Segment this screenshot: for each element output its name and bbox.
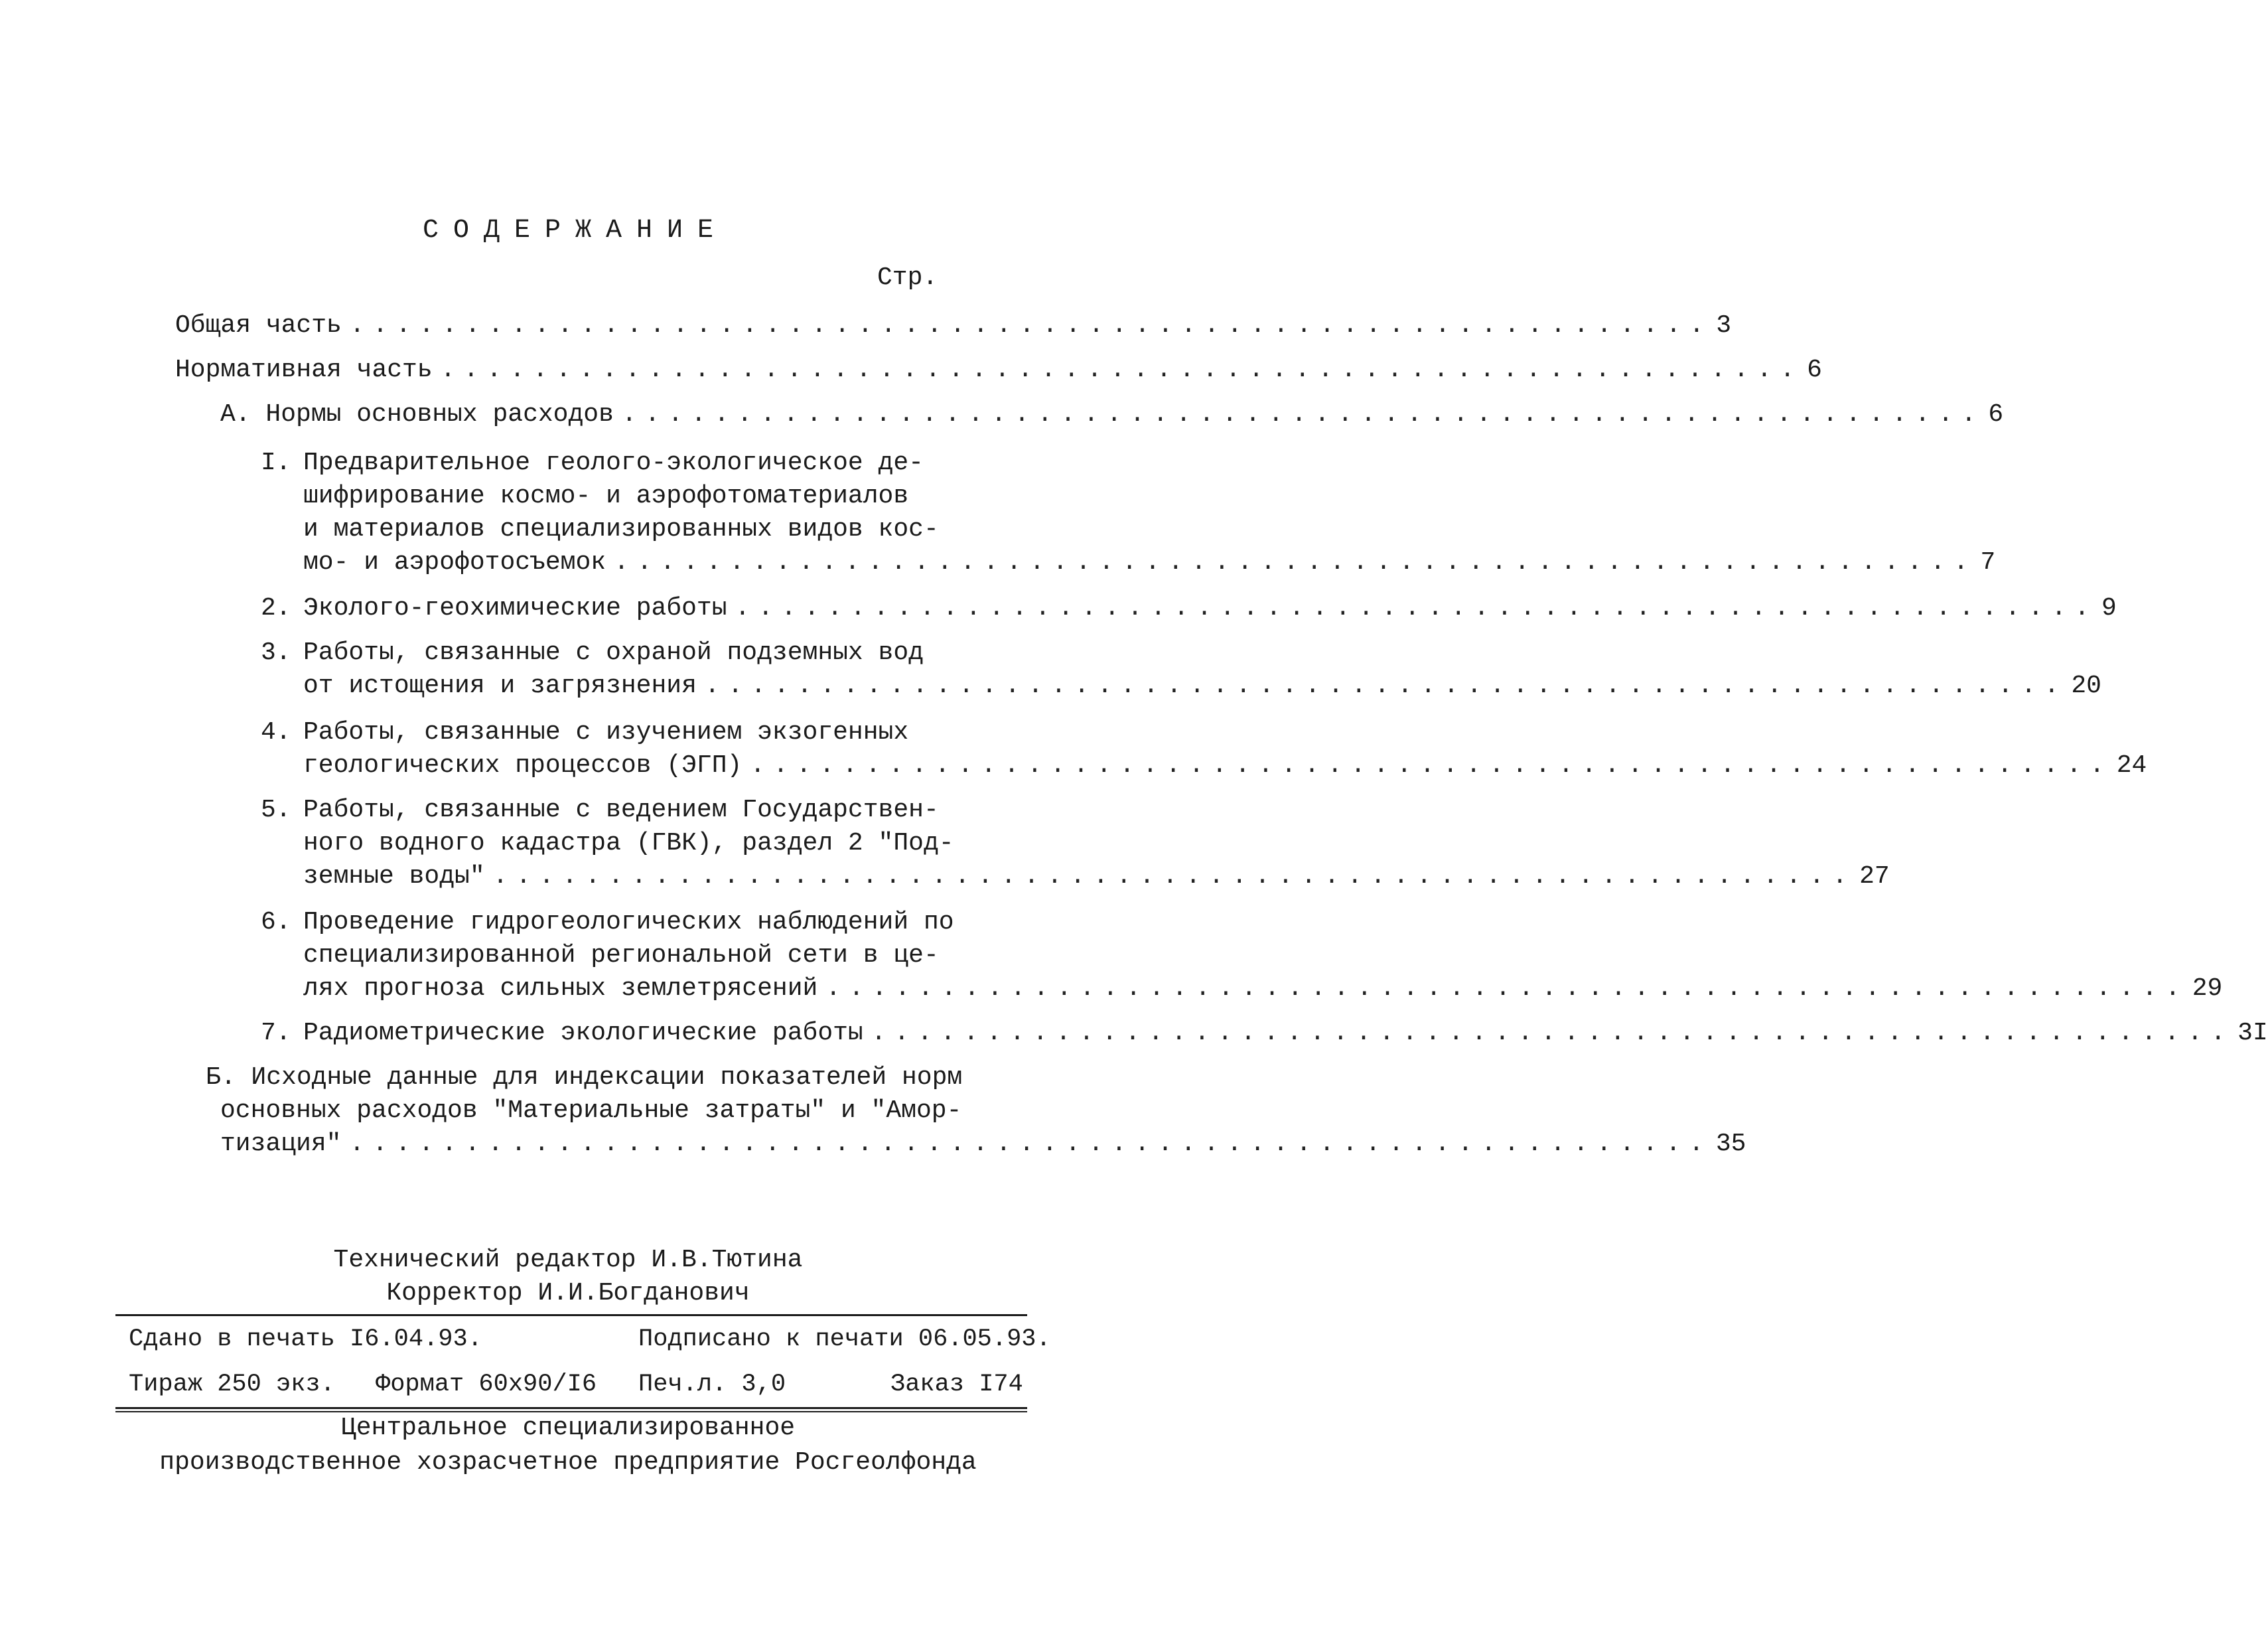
toc-entry-item4 [303,750,2147,782]
toc-entry-item2 [303,593,2117,625]
paper-format: Формат 60х90/I6 [376,1371,597,1398]
toc-page-number: 6 [1807,356,1822,384]
toc-item1-line: шифрирование космо- и аэрофотоматериалов [303,482,909,510]
toc-entry-normative [175,354,1822,386]
toc-entry-text: земные воды" [303,862,485,891]
toc-entry-item3 [303,670,2101,702]
publisher-line-2: производственное хозрасчетное предприятие Росгеолфонда [159,1448,977,1477]
toc-entry-text: геологических процессов (ЭГП) [303,751,743,780]
toc-item4-line: Работы, связанные с изучением экзогенных [303,718,909,747]
leader-dots: ........................................................... [440,356,1804,384]
publisher-line-1: Центральное специализированное [340,1414,796,1442]
toc-entry-item5 [303,861,1890,893]
toc-entry-section-a [220,399,2004,431]
toc-section-b-line: основных расходов "Материальные затраты" и "Амор- [220,1096,962,1125]
leader-dots: ........................................................... [704,672,2068,700]
toc-entry-text: от истощения и загрязнения [303,672,697,700]
toc-entry-text: мо- и аэрофотосъемок [303,548,606,577]
leader-dots: ........................................................... [349,311,1713,340]
corrector: Корректор И.И.Богданович [386,1279,750,1308]
toc-item-number: 3. [261,638,291,667]
leader-dots: ........................................................... [871,1019,2234,1047]
toc-item6-line: Проведение гидрогеологических наблюдений по [303,908,954,936]
leader-dots: ........................................................... [349,1130,1712,1158]
toc-entry-text: Радиометрические экологические работы [303,1019,863,1047]
toc-entry-item7 [303,1017,2268,1049]
toc-page-number: 20 [2071,672,2101,700]
toc-entry-general [175,310,1732,342]
toc-section-b-line: Б. Исходные данные для индексации показателей норм [206,1063,963,1092]
toc-page-number: 27 [1859,862,1890,891]
toc-page-number: 3 [1716,311,1732,340]
toc-entry-text: Нормативная часть [175,356,433,384]
toc-item-number: 4. [261,718,291,747]
toc-page-number: 9 [2101,594,2117,623]
toc-page-number: 3I [2237,1019,2268,1047]
leader-dots: ........................................................... [735,594,2097,623]
toc-item5-line: ного водного кадастра (ГВК), раздел 2 "Под- [303,829,954,858]
order-number: Заказ I74 [890,1371,1023,1398]
leader-dots: ........................................................... [492,862,1856,891]
toc-item-number: I. [261,449,291,477]
toc-entry-text: лях прогноза сильных землетрясений [303,974,818,1003]
toc-item3-line: Работы, связанные с охраной подземных вод [303,638,924,667]
technical-editor: Технический редактор И.В.Тютина [333,1246,803,1274]
toc-page-number: 35 [1715,1130,1746,1158]
toc-entry-text: Общая часть [175,311,342,340]
toc-item-number: 2. [261,594,291,623]
toc-item-number: 6. [261,908,291,936]
toc-item1-line: Предварительное геолого-экологическое де- [303,449,924,477]
toc-entry-text: Эколого-геохимические работы [303,594,727,623]
leader-dots: ........................................................... [750,751,2113,780]
toc-item-number: 7. [261,1019,291,1047]
divider-top [115,1314,1027,1316]
leader-dots: ........................................................... [825,974,2188,1003]
toc-item1-line: и материалов специализированных видов кос- [303,515,939,544]
divider-bottom [115,1407,1027,1409]
printed-sheets: Печ.л. 3,0 [638,1371,786,1398]
toc-page-number: 24 [2116,751,2147,780]
toc-entry-section-b [220,1128,1746,1160]
leader-dots: ........................................................... [614,548,1977,577]
toc-item-number: 5. [261,796,291,824]
toc-item5-line: Работы, связанные с ведением Государствен- [303,796,939,824]
toc-item6-line: специализированной региональной сети в це- [303,941,939,970]
leader-dots: ........................................................... [621,400,1985,429]
page-column-label: Стр. [877,263,938,292]
signed-for-print: Подписано к печати 06.05.93. [638,1325,1051,1353]
toc-entry-item1 [303,547,1996,579]
toc-page-number: 6 [1988,400,2004,429]
toc-page-number: 7 [1980,548,1996,577]
toc-entry-text: тизация" [220,1130,342,1158]
toc-entry-item6 [303,973,2223,1005]
print-run: Тираж 250 экз. [129,1371,335,1398]
toc-entry-text: А. Нормы основных расходов [220,400,614,429]
contents-heading: СОДЕРЖАНИЕ [422,216,729,246]
toc-page-number: 29 [2192,974,2223,1003]
submitted-to-print: Сдано в печать I6.04.93. [129,1325,482,1353]
